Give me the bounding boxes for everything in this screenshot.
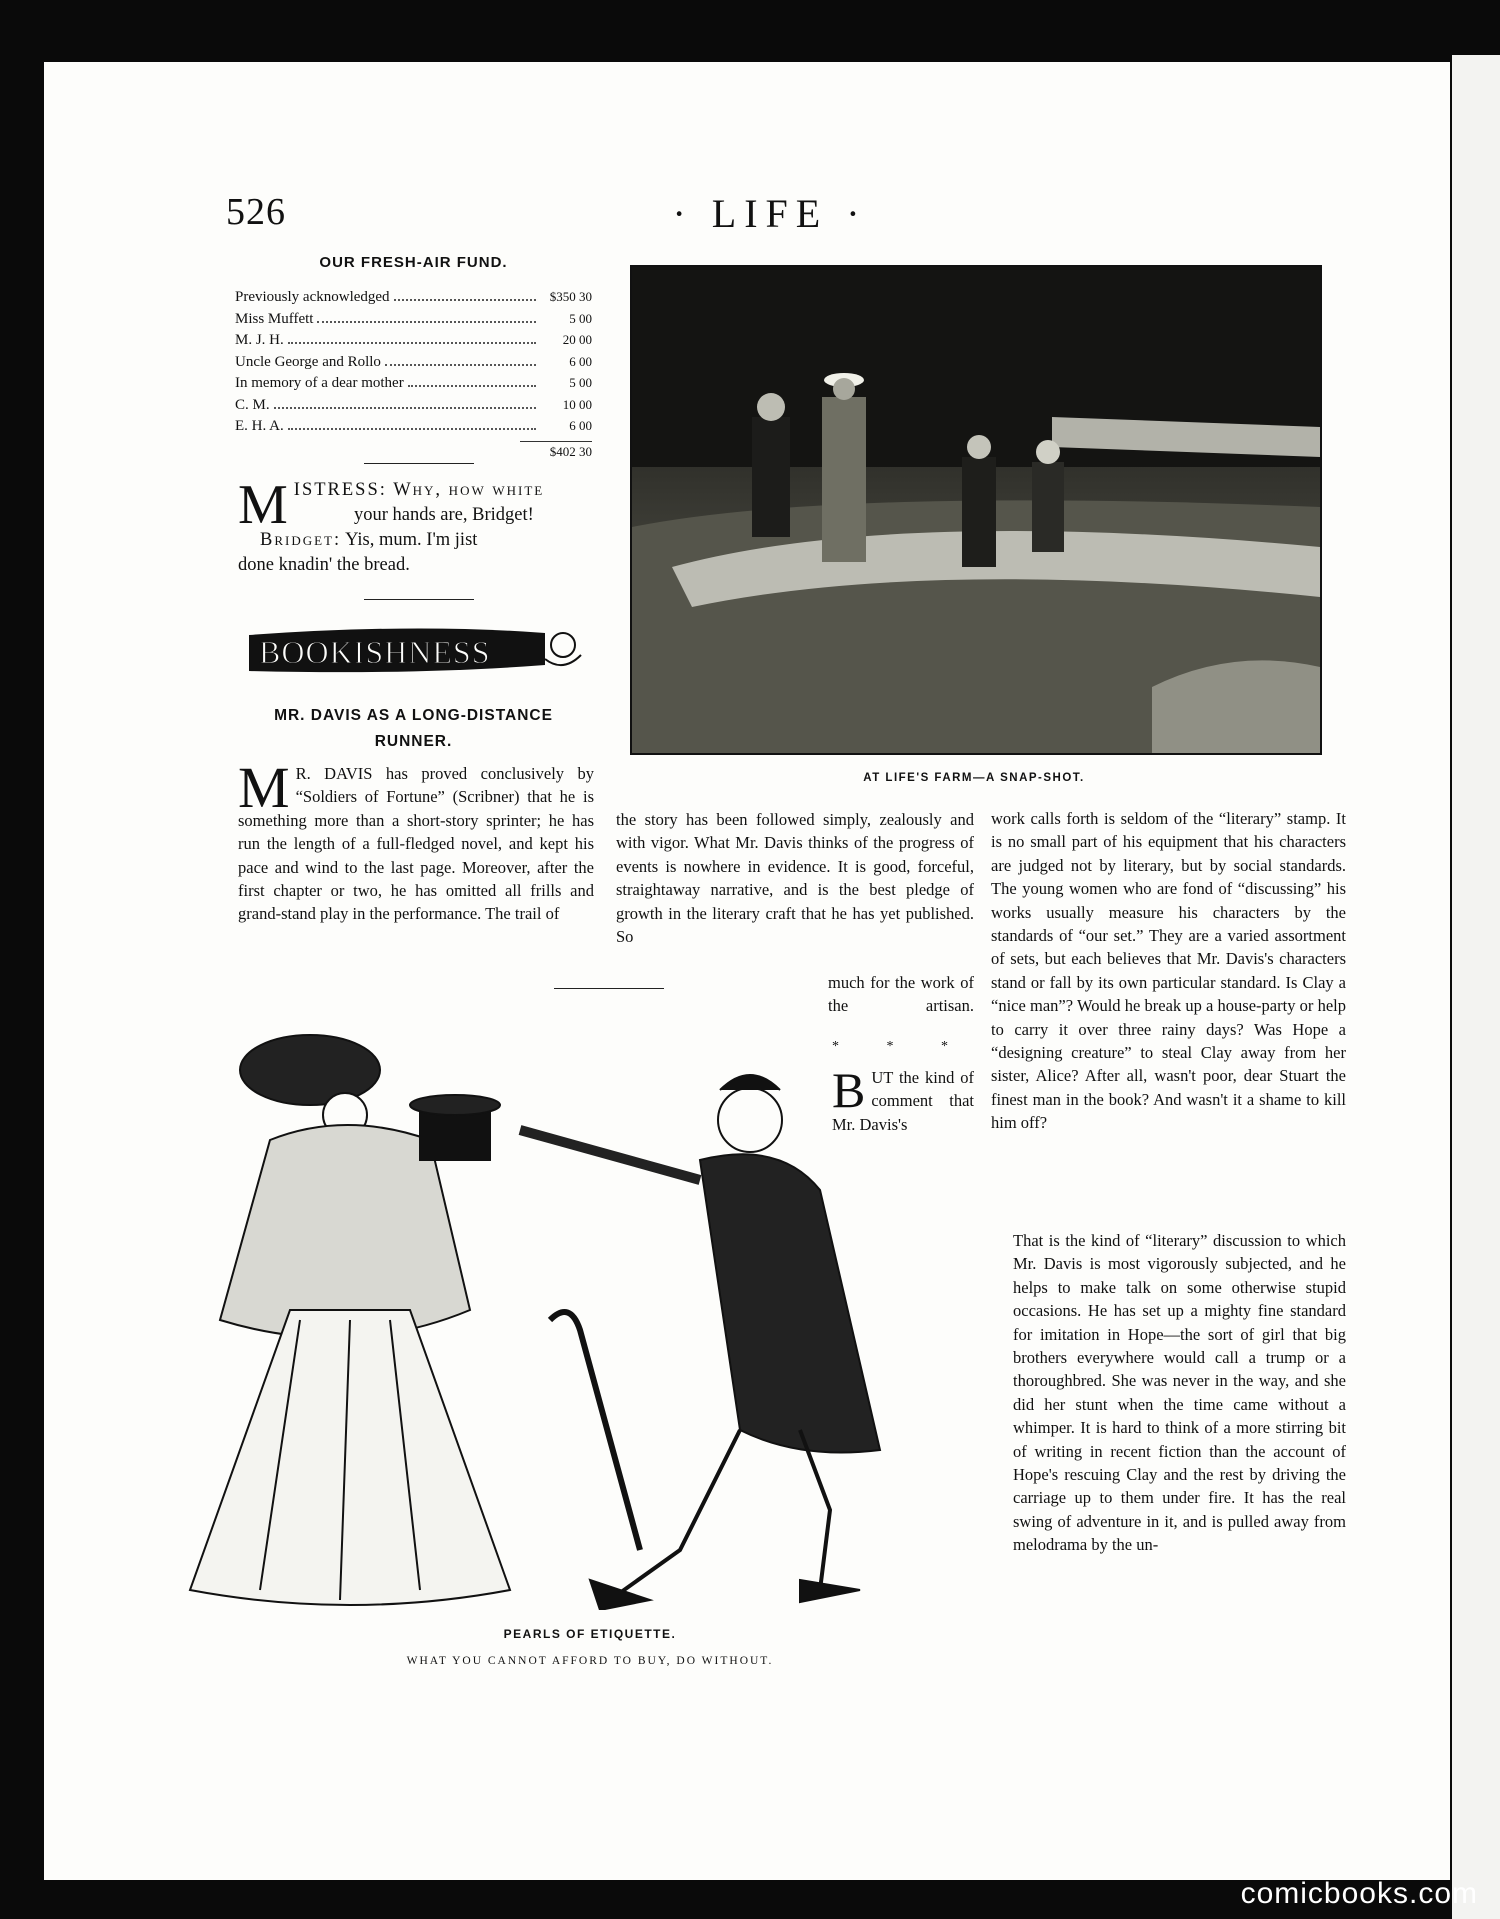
leader-dots	[288, 332, 536, 344]
article-col2-b-text: UT the kind of comment that Mr. Davis's	[832, 1068, 974, 1134]
fund-row-label: C. M.	[235, 396, 270, 413]
section-stars: * * *	[832, 1039, 970, 1054]
joke-line-2: your hands are, Bridget!	[353, 505, 534, 525]
joke-line-1: ISTRESS: Why, how white	[293, 480, 545, 500]
watermark: comicbooks.com	[1240, 1877, 1478, 1910]
article-dropcap-b: B	[832, 1062, 866, 1118]
fund-row	[235, 354, 592, 371]
fund-row-label: Miss Muffett	[235, 310, 314, 327]
article-col3b-text: That is the kind of “literary” discussion to which Mr. Davis is most vigorously subjected, and he helps to make talk on some otherwise stupid occasions. He has set up a mighty fine standard for imitation in Hope—the sort of girl that big brothers everywhere would call a trump or a thoroughbred. She was never in the way, and she did her stunt when the time came without a whimper. It is hard to think of a more stirring bit of writing in recent fiction than the account of Hope's rescuing Clay and the rest by driving the carriage up to them under fire. It has the real swing of adventure in it, and is pulled away from melodrama by the un-	[1013, 1231, 1346, 1555]
leader-dots	[317, 311, 536, 323]
joke-speaker: Bridget:	[260, 530, 342, 550]
leader-dots	[385, 354, 536, 366]
fund-row-label: E. H. A.	[235, 418, 284, 434]
bookishness-text: BOOKISHNESS	[259, 634, 491, 670]
joke-line-4: done knadin' the bread.	[238, 555, 410, 575]
page-number: 526	[226, 191, 286, 233]
fund-row	[235, 311, 592, 328]
headline-line-1: MR. DAVIS AS A LONG-DISTANCE	[274, 707, 553, 724]
article-dropcap: M	[238, 755, 290, 820]
fund-row-amount: 5 00	[569, 375, 592, 390]
cartoon-caption: PEARLS OF ETIQUETTE.	[503, 1627, 677, 1641]
fund-row-amount: 10 00	[562, 396, 592, 412]
joke-line-3: Yis, mum. I'm jist	[341, 530, 478, 550]
article-col1-text: R. DAVIS has proved conclusively by “Soldiers of Fortune” (Scribner) that he is something more than a short-story sprinter; he has run the length of a full-fledged novel, and kept his pace and wind to the last page. Moreover, after the first chapter or two, he has omitted all frills and grand-stand play in the performance. The trail of	[238, 764, 594, 924]
joke-dropcap: M	[238, 474, 288, 536]
fund-title: OUR FRESH-AIR FUND.	[319, 254, 508, 271]
masthead: · LIFE ·	[672, 191, 868, 236]
fund-total: $402 30	[549, 444, 592, 459]
divider	[364, 599, 474, 600]
fund-row	[235, 289, 592, 306]
divider	[554, 988, 664, 989]
fund-row	[235, 332, 592, 349]
article-col2-tail: much for the work of the artisan.	[828, 973, 974, 1016]
article-column-2	[616, 808, 974, 948]
fund-row-amount: 6 00	[569, 353, 592, 369]
leader-dots	[408, 375, 536, 387]
fund-row	[235, 375, 592, 392]
fund-row-amount: 5 00	[569, 310, 592, 326]
photo-caption: AT LIFE'S FARM—A SNAP-SHOT.	[863, 772, 1085, 784]
leader-dots	[288, 418, 536, 430]
leader-dots	[274, 397, 536, 409]
article-column-3b	[1013, 1229, 1346, 1557]
article-col3-text: work calls forth is seldom of the “literary” stamp. It is no small part of his equipment that his characters are judged not by literary, but by social standards. The young women who are fond of “discussing” his works usually measure his characters by the standards of “our set.” They are a varied assortment of sets, but each believes that Mr. Davis's characters stand or fall by its own particular standard. Is Clay a “nice man”? Would he break up a house-party or help to carry it over three rainy days? Was Hope a “designing creature” to steal Clay away from her sister, Alice? After all, wasn't poor, dear Stuart the finest man in the book? And wasn't it a shame to kill him off?	[991, 809, 1346, 1133]
farm-photo	[630, 265, 1322, 755]
fund-row-label: Previously acknowledged	[235, 289, 390, 305]
article-column-1	[238, 755, 594, 972]
article-col2-text: the story has been followed simply, zealously and with vigor. What Mr. Davis thinks of the progress of events is nowhere in evidence. It is good, forceful, straightaway narrative, and is the best pledge of growth in the literary craft that he has yet published. So	[616, 810, 974, 947]
fund-row-label: M. J. H.	[235, 332, 284, 348]
bookishness-banner	[245, 625, 585, 683]
etiquette-cartoon	[180, 990, 1010, 1610]
joke	[238, 474, 594, 578]
cartoon-subcaption: WHAT YOU CANNOT AFFORD TO BUY, DO WITHOUT.	[406, 1655, 774, 1667]
fund-row-amount: $350 30	[549, 289, 592, 304]
fund-row-amount: 6 00	[569, 418, 592, 433]
fund-row-label: In memory of a dear mother	[235, 375, 404, 391]
fund-row	[235, 397, 592, 414]
headline-line-2: RUNNER.	[374, 733, 453, 750]
fund-row-label: Uncle George and Rollo	[235, 353, 381, 370]
divider	[364, 463, 474, 464]
fund-sum-rule	[520, 441, 592, 442]
article-headline	[235, 703, 592, 755]
fund-row-amount: 20 00	[562, 332, 592, 347]
article-column-3	[991, 807, 1346, 1135]
facing-page-edge	[1452, 55, 1500, 1919]
leader-dots	[394, 289, 536, 301]
fund-row	[235, 418, 592, 435]
